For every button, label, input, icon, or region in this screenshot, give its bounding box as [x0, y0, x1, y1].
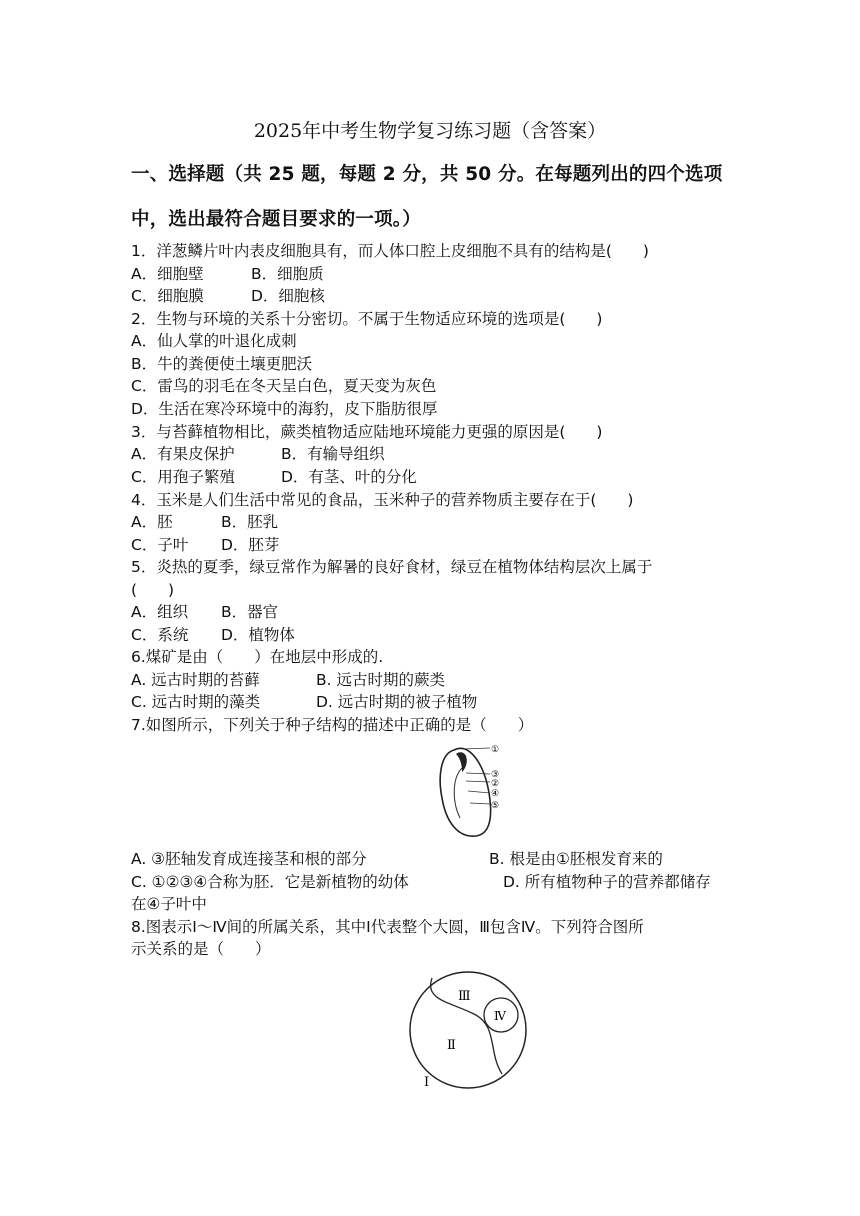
option-a: A．有果皮保护 — [131, 445, 235, 463]
option-d: D．植物体 — [221, 626, 295, 644]
page-title: 2025年中考生物学复习练习题（含答案） — [253, 120, 607, 142]
label-I: Ⅰ — [424, 1075, 430, 1090]
label-III: Ⅲ — [458, 989, 471, 1004]
option-b: B. 远古时期的蕨类 — [316, 671, 445, 689]
question-2-stem: 2．生物与环境的关系十分密切。不属于生物适应环境的选项是( ) — [131, 310, 603, 328]
question-7-option-d-cont: 在④子叶中 — [131, 895, 207, 913]
option-c: C．系统 — [131, 626, 189, 644]
question-1-options-row2 — [131, 285, 325, 307]
question-3-options-row1 — [131, 443, 385, 465]
section-heading-line2: 中，选出最符合题目要求的一项。） — [131, 209, 421, 230]
question-5-options-row2 — [131, 624, 295, 646]
option-c: C．用孢子繁殖 — [131, 468, 235, 486]
question-4-stem: 4．玉米是人们生活中常见的食品，玉米种子的营养物质主要存在于( ) — [131, 491, 634, 509]
option-c: C. 远古时期的藻类 — [131, 693, 261, 711]
section-heading-line1: 一、选择题（共 25 题，每题 2 分，共 50 分。在每题列出的四个选项 — [131, 164, 723, 185]
question-4-options-row1 — [131, 511, 278, 533]
question-1-options-row1 — [131, 263, 324, 285]
option-b: B．器官 — [221, 603, 279, 621]
figure-label-5: ⑤ — [491, 801, 500, 811]
option-b: B．胚乳 — [221, 513, 279, 531]
question-7-stem: 7.如图所示，下列关于种子结构的描述中正确的是（ ） — [131, 716, 534, 734]
question-4-options-row2 — [131, 534, 279, 556]
option-d: D．生活在寒冷环境中的海豹，皮下脂肪很厚 — [131, 400, 438, 418]
seed-structure-figure — [432, 738, 512, 844]
question-6-stem: 6.煤矿是由（ ）在地层中形成的. — [131, 648, 384, 666]
option-b: B. 根是由①胚根发育来的 — [489, 850, 663, 868]
option-d: D．有茎、叶的分化 — [281, 468, 417, 486]
option-c: C．细胞膜 — [131, 287, 204, 305]
question-6-options-row2 — [131, 691, 477, 713]
question-5-options-row1 — [131, 601, 278, 623]
option-c: C．雷鸟的羽毛在冬天呈白色，夏天变为灰色 — [131, 377, 437, 395]
label-II: Ⅱ — [447, 1038, 456, 1053]
option-b: B．细胞质 — [251, 265, 324, 283]
option-d: D．细胞核 — [251, 287, 325, 305]
question-6-options-row1 — [131, 669, 445, 691]
question-7-options-row2 — [131, 871, 711, 893]
question-8-stem: 8.图表示Ⅰ～Ⅳ间的所属关系，其中Ⅰ代表整个大圆，Ⅲ包含Ⅳ。下列符合图所 — [131, 918, 644, 936]
option-b: B．牛的粪便使土壤更肥沃 — [131, 355, 313, 373]
option-b: B．有输导组织 — [281, 445, 385, 463]
figure-label-4: ④ — [491, 789, 500, 799]
figure-label-2: ② — [491, 779, 500, 789]
set-relation-figure — [402, 956, 532, 1096]
option-a: A．细胞壁 — [131, 265, 204, 283]
option-d: D. 远古时期的被子植物 — [316, 693, 478, 711]
option-d: D．胚芽 — [221, 536, 280, 554]
option-a: A. ③胚轴发育成连接茎和根的部分 — [131, 850, 367, 868]
label-IV: Ⅳ — [494, 1009, 506, 1023]
option-c: C．子叶 — [131, 536, 189, 554]
question-8-stem-cont: 示关系的是（ ） — [131, 940, 271, 958]
question-3-stem: 3．与苔藓植物相比，蕨类植物适应陆地环境能力更强的原因是( ) — [131, 423, 603, 441]
option-a: A. 远古时期的苔藓 — [131, 671, 260, 689]
question-5-stem: 5．炎热的夏季，绿豆常作为解暑的良好食材，绿豆在植物体结构层次上属于 — [131, 558, 653, 576]
option-d: D. 所有植物种子的营养都储存 — [503, 873, 711, 891]
option-a: A．胚 — [131, 513, 173, 531]
option-c: C. ①②③④合称为胚．它是新植物的幼体 — [131, 873, 409, 891]
option-a: A．仙人掌的叶退化成刺 — [131, 332, 297, 350]
question-3-options-row2 — [131, 466, 417, 488]
option-a: A．组织 — [131, 603, 189, 621]
figure-label-3: ③ — [491, 770, 500, 780]
question-7-options-row1 — [131, 848, 663, 870]
question-5-stem-cont: ( ) — [131, 581, 175, 599]
seed-inner-line — [454, 768, 462, 818]
figure-label-1: ① — [491, 745, 500, 755]
question-1-stem: 1．洋葱鳞片叶内表皮细胞具有，而人体口腔上皮细胞不具有的结构是( ) — [131, 242, 649, 260]
